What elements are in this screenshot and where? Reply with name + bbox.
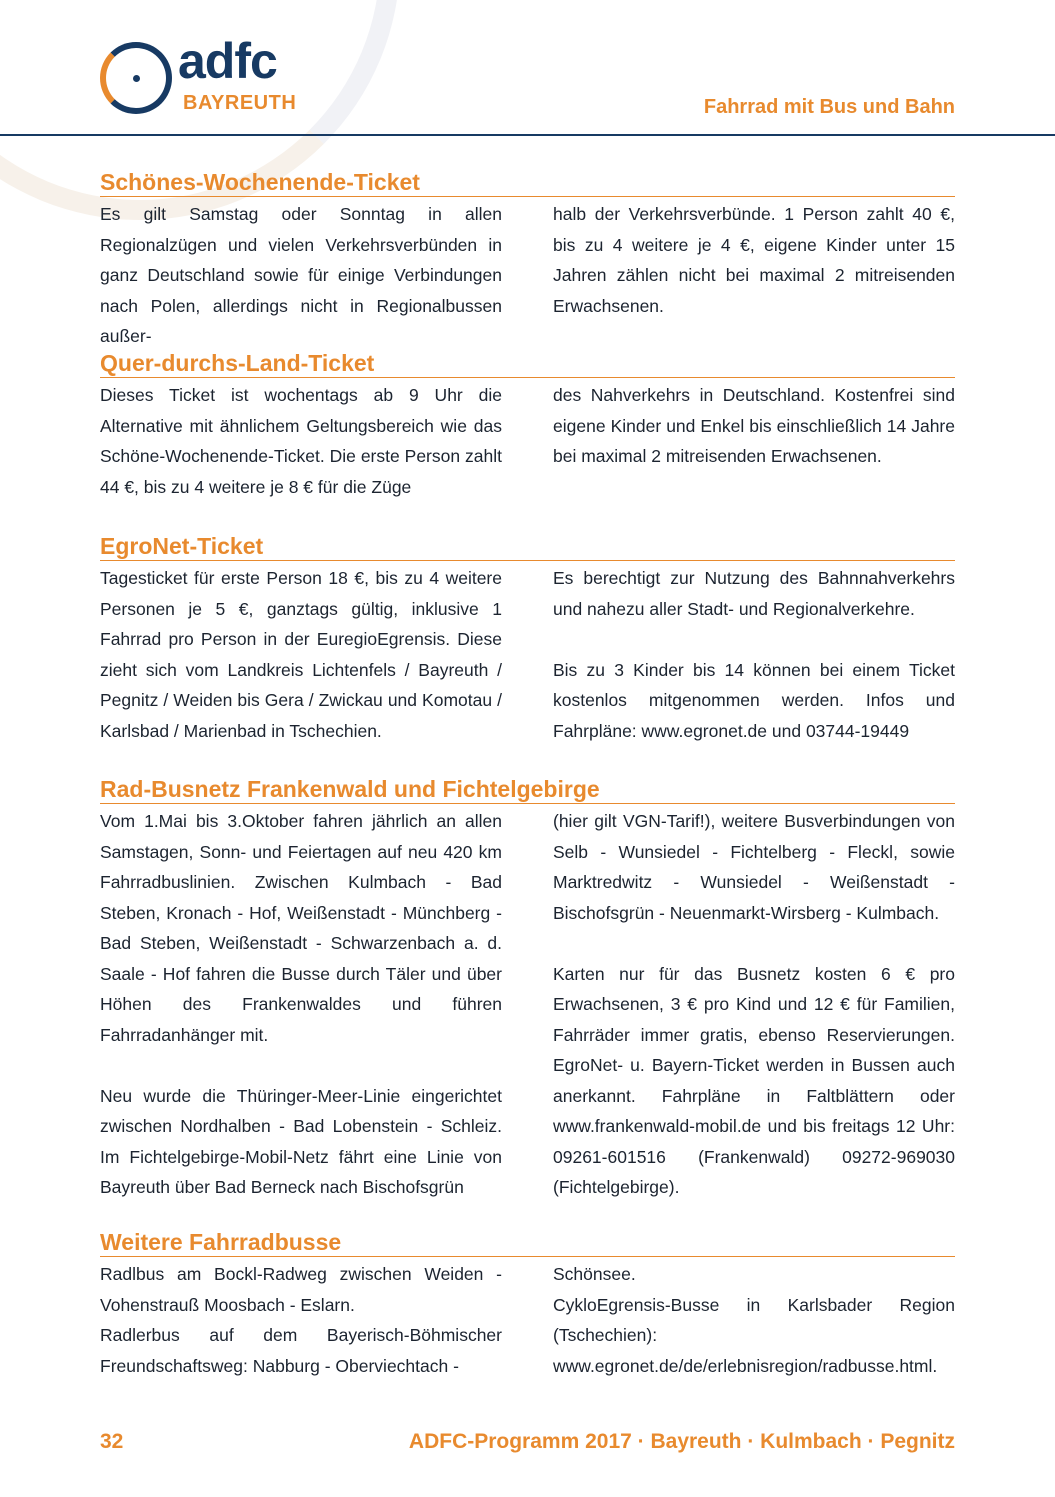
adfc-logo (100, 33, 320, 120)
left-column (100, 806, 502, 1203)
paragraph: halb der Verkehrsverbünde. 1 Person zahlt 40 €, bis zu 4 weitere je 4 €, eigene Kinder unter 15 Jahren zählen nicht bei maximal 2 mitreisenden Erwachsenen. (553, 204, 955, 316)
section-quer-durchs-land (100, 350, 955, 502)
paragraph: Es berechtigt zur Nutzung des Bahnnahverkehrs und nahezu aller Stadt- und Regionalverkehre. (553, 568, 955, 619)
paragraph: des Nahverkehrs in Deutschland. Kostenfrei sind eigene Kinder und Enkel bis einschließlich 14 Jahre bei maximal 2 mitreisenden Erwachsenen. (553, 385, 955, 466)
paragraph: Schönsee. (553, 1264, 636, 1284)
right-column (553, 563, 955, 746)
paragraph: Es gilt Samstag oder Sonntag in allen Regionalzügen und vielen Verkehrsverbünden in ganz Deutschland sowie für einige Verbindungen nach Polen, allerdings nicht in Regionalbussen außer- (100, 204, 502, 346)
section-title: Schönes-Wochenende-Ticket (100, 169, 955, 197)
paragraph: CykloEgrensis-Busse in Karlsbader Region (Tschechien): www.egronet.de/de/erlebnisregion/radbusse.html. (553, 1294, 955, 1376)
section-title: EgroNet-Ticket (100, 533, 955, 561)
section-title: Rad-Busnetz Frankenwald und Fichtelgebirge (100, 776, 955, 804)
paragraph: Radlbus am Bockl-Radweg zwischen Weiden - Vohenstrauß Moosbach - Eslarn. (100, 1264, 502, 1315)
left-column (100, 199, 502, 352)
section-egronet-ticket (100, 533, 955, 746)
publication-footer: ADFC-Programm 2017 · Bayreuth · Kulmbach · Pegnitz (408, 1430, 955, 1453)
paragraph: Radlerbus auf dem Bayerisch-Böhmischer Freundschaftsweg: Nabburg - Oberviechtach - (100, 1325, 502, 1376)
paragraph: Tagesticket für erste Person 18 €, bis zu 4 weitere Personen je 5 €, ganztags gültig, inklusive 1 Fahrrad pro Person in der EuregioEgrensis. Diese zieht sich vom Landkreis Lichtenfels / Bayreuth / Pegnitz / Weiden bis Gera / Zwickau und Komotau / Karlsbad / Marienbad in Tschechien. (100, 568, 502, 741)
logo-subtitle: BAYREUTH (183, 92, 297, 114)
paragraph: (hier gilt VGN-Tarif!), weitere Busverbindungen von Selb - Wunsiedel - Fichtelberg - Fleckl, sowie Marktredwitz - Wunsiedel - Weißenstadt - Bischofsgrün - Neuenmarkt-Wirsberg - Kulmbach. (553, 811, 955, 923)
right-column (553, 199, 955, 352)
paragraph: Dieses Ticket ist wochentags ab 9 Uhr die Alternative mit ähnlichem Geltungsbereich wie das Schöne-Wochenende-Ticket. Die erste Person zahlt 44 €, bis zu 4 weitere je 8 € für die Züge (100, 385, 502, 497)
logo-name: adfc (178, 33, 277, 89)
logo-dot-icon (133, 75, 140, 82)
paragraph: Vom 1.Mai bis 3.Oktober fahren jährlich an allen Samstagen, Sonn- und Feiertagen auf neu 420 km Fahrradbuslinien. Zwischen Kulmbach - Bad Steben, Kronach - Hof, Weißenstadt - Münchberg - Bad Steben, Weißenstadt - Schwarzenbach a. d. Saale - Hof fahren die Busse durch Täler und über Höhen des Frankenwaldes und führen Fahrradanhänger mit. (100, 811, 502, 1045)
page-topic-title: Fahrrad mit Bus und Bahn (703, 96, 955, 118)
right-column (553, 1259, 955, 1381)
section-title: Quer-durchs-Land-Ticket (100, 350, 955, 378)
left-column (100, 563, 502, 746)
left-column (100, 380, 502, 502)
header-divider (0, 134, 1055, 136)
page-number: 32 (100, 1430, 124, 1453)
right-column (553, 380, 955, 502)
section-rad-busnetz (100, 776, 955, 1203)
paragraph: Bis zu 3 Kinder bis 14 können bei einem Ticket kostenlos mitgenommen werden. Infos und Fahrpläne: www.egronet.de und 03744-19449 (553, 659, 955, 741)
left-column (100, 1259, 502, 1381)
section-title: Weitere Fahrradbusse (100, 1229, 955, 1257)
paragraph: Karten nur für das Busnetz kosten 6 € pro Erwachsenen, 3 € pro Kind und 12 € für Familien, Fahrräder immer gratis, ebenso Reservierungen. EgroNet- u. Bayern-Ticket werden in Bussen auch anerkannt. Fahrpläne in Faltblättern oder www.frankenwald-mobil.de und bis freitags 12 Uhr: 09261-601516 (Frankenwald) 09272-969030 (Fichtelgebirge). (553, 963, 955, 1197)
section-schoenes-wochenende (100, 169, 955, 352)
right-column (553, 806, 955, 1203)
paragraph: Neu wurde die Thüringer-Meer-Linie eingerichtet zwischen Nordhalben - Bad Lobenstein - Schleiz. Im Fichtelgebirge-Mobil-Netz fährt eine Linie von Bayreuth über Bad Berneck nach Bischofsgrün (100, 1085, 502, 1197)
section-weitere-fahrradbusse (100, 1229, 955, 1381)
